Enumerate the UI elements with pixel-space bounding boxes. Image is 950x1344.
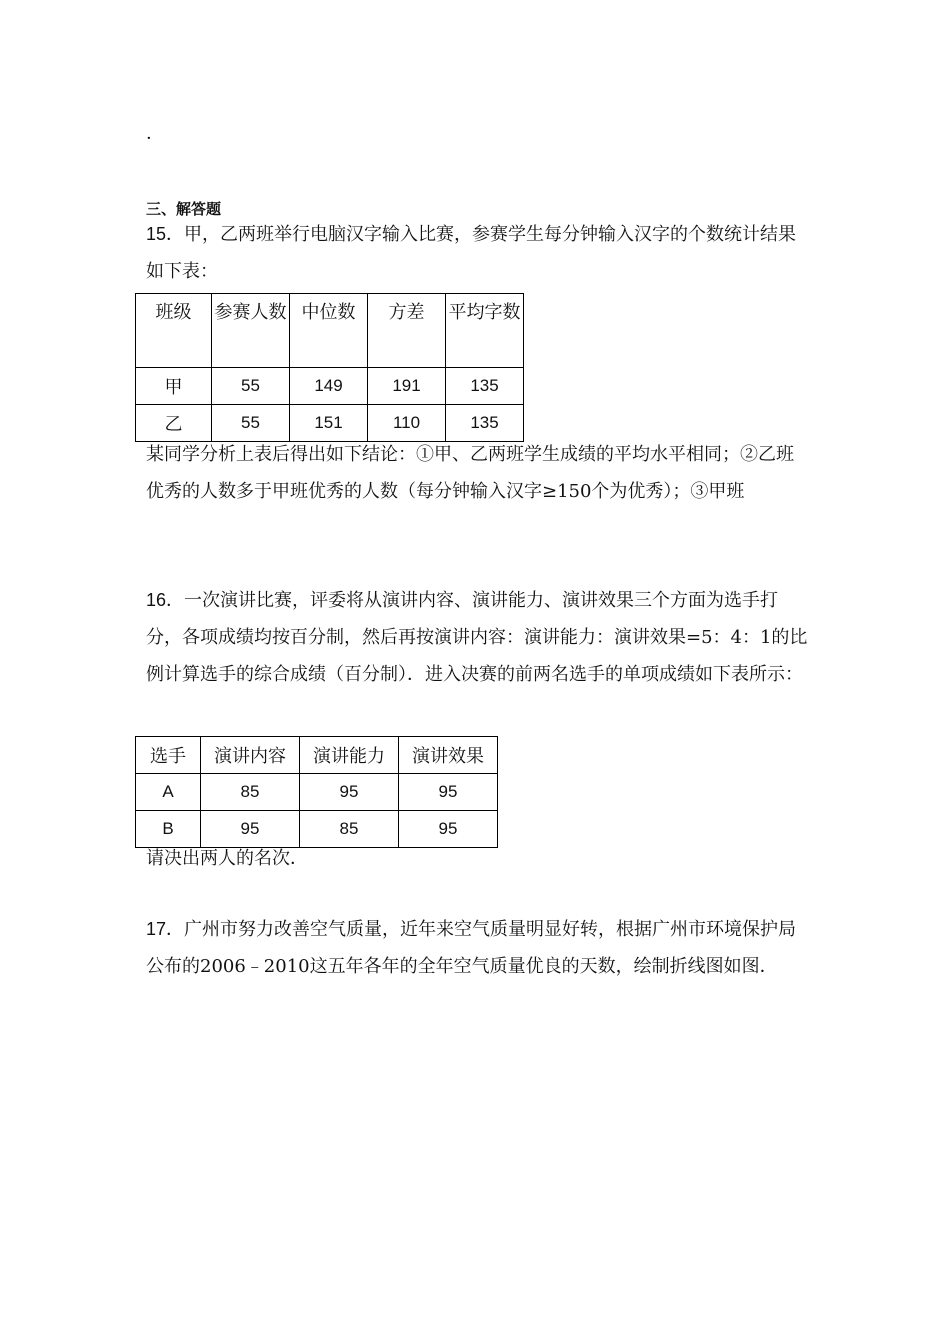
q15-header-participants: 参赛人数 [212,294,290,368]
q15-cell-average: 135 [446,405,524,442]
q16-cell-contestant: B [136,811,201,848]
q15-cell-variance: 110 [368,405,446,442]
q16-cell-contestant: A [136,774,201,811]
q17-body: ．广州市努力改善空气质量，近年来空气质量明显好转，根据广州市环境保护局公布的2006﹣2010这五年各年的全年空气质量优良的天数，绘制折线图如图． [146,919,797,977]
table-row [136,774,498,811]
q16-header-content: 演讲内容 [201,737,300,774]
q15-table-header-row [136,294,524,368]
q16-cell-ability: 85 [300,811,399,848]
q16-cell-content: 95 [201,811,300,848]
q16-header-ability: 演讲能力 [300,737,399,774]
q15-header-average: 平均字数 [446,294,524,368]
q16-cell-ability: 95 [300,774,399,811]
q15-header-variance: 方差 [368,294,446,368]
q16-header-effect: 演讲效果 [399,737,498,774]
q17-text [146,911,810,985]
q15-conclusion: 某同学分析上表后得出如下结论：①甲、乙两班学生成绩的平均水平相同；②乙班优秀的人数多于甲班优秀的人数（每分钟输入汉字≥150个为优秀）；③甲班 [146,444,794,502]
q15-cell-class: 乙 [136,405,212,442]
q15-cell-variance: 191 [368,368,446,405]
table-row [136,368,524,405]
leading-dot: · [146,128,152,149]
q16-intro [146,582,810,693]
q16-table [135,736,498,848]
q16-cell-content: 85 [201,774,300,811]
q16-intro-text: ．一次演讲比赛，评委将从演讲内容、演讲能力、演讲效果三个方面为选手打分，各项成绩均按百分制，然后再按演讲内容：演讲能力：演讲效果=5：4：1的比例计算选手的综合成绩（百分制）．进入决赛的前两名选手的单项成绩如下表所示： [146,590,808,685]
q15-cell-participants: 55 [212,405,290,442]
section-title: 三、解答题 [146,200,222,218]
q15-cell-median: 151 [290,405,368,442]
q15-cell-participants: 55 [212,368,290,405]
q15-number: 15 [146,224,167,244]
q15-cell-class: 甲 [136,368,212,405]
q16-instruction: 请决出两人的名次． [146,848,308,869]
q15-cell-median: 149 [290,368,368,405]
q15-header-class: 班级 [136,294,212,368]
q17-number: 17 [146,919,167,939]
q15-table [135,293,524,442]
q15-intro [146,216,810,290]
q15-cell-average: 135 [446,368,524,405]
q16-cell-effect: 95 [399,774,498,811]
q15-intro-text: ．甲，乙两班举行电脑汉字输入比赛，参赛学生每分钟输入汉字的个数统计结果如下表： [146,224,797,282]
q16-header-contestant: 选手 [136,737,201,774]
q16-table-header-row [136,737,498,774]
q16-cell-effect: 95 [399,811,498,848]
q15-header-median: 中位数 [290,294,368,368]
q16-number: 16 [146,590,167,610]
